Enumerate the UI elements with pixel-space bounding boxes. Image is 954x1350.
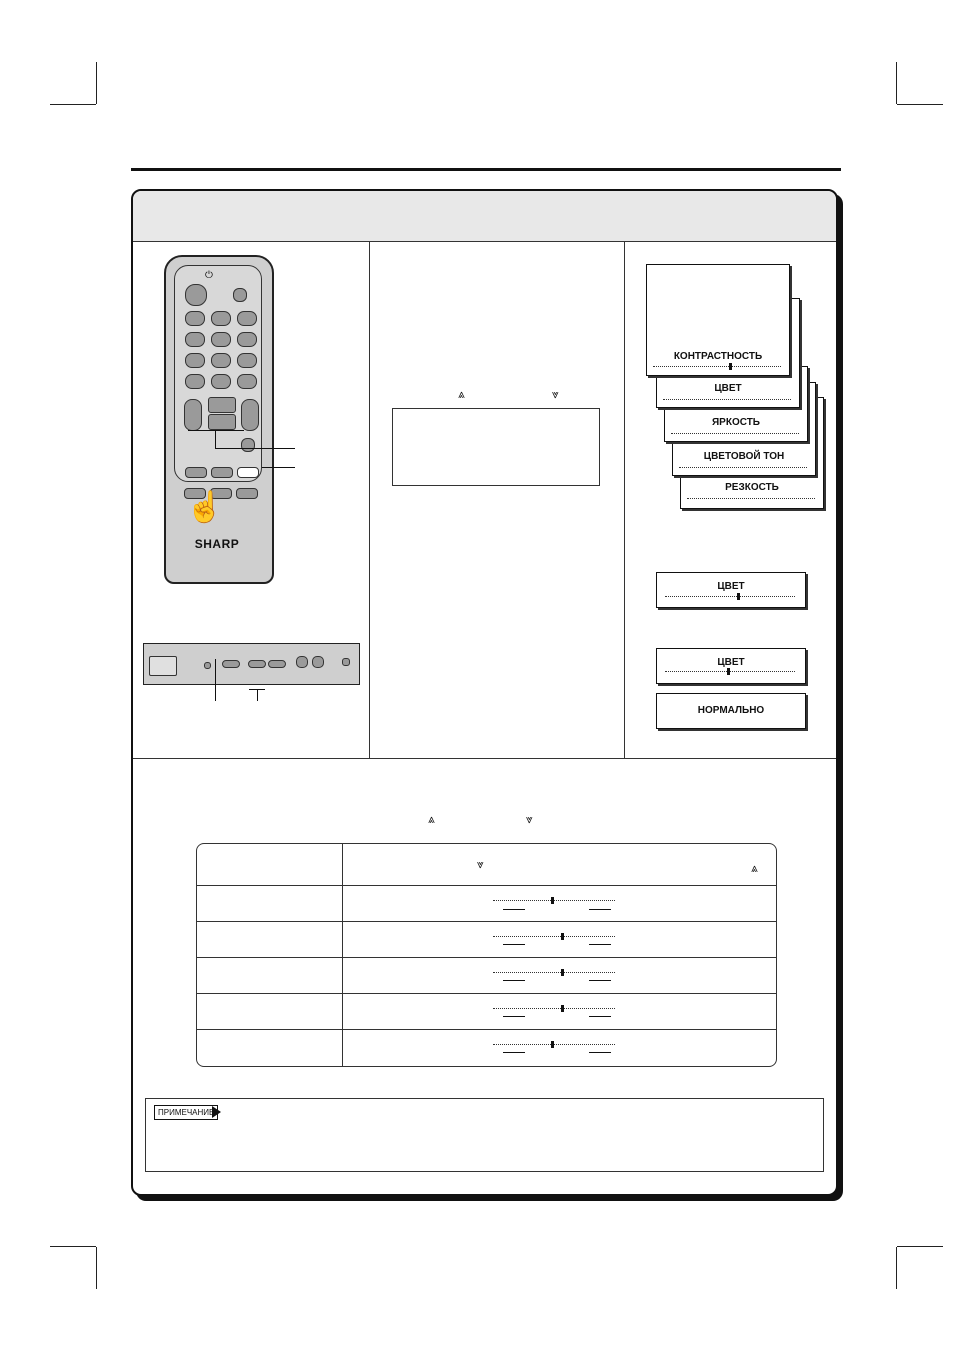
main-power-button[interactable] — [149, 656, 177, 676]
indicator-led — [204, 662, 211, 669]
right-arrow — [589, 944, 611, 945]
osd-normal-label: НОРМАЛЬНО — [697, 705, 765, 716]
column-divider — [369, 241, 370, 758]
crop-mark — [96, 62, 97, 104]
pressing-hand-icon: ☝ — [186, 491, 224, 524]
table-row-divider — [197, 993, 776, 994]
instruction-box — [392, 408, 600, 486]
osd-scale — [665, 671, 795, 672]
table-row-divider — [197, 885, 776, 886]
scale-indicator — [551, 897, 554, 904]
digit-button[interactable] — [237, 353, 257, 368]
digit-button[interactable] — [185, 311, 205, 326]
row-scale — [493, 936, 615, 937]
row-scale — [493, 972, 615, 973]
remote-brand: SHARP — [194, 537, 240, 551]
osd-scale — [663, 399, 791, 400]
osd-label: ЦВЕТ — [714, 383, 742, 394]
channel-down-button[interactable] — [208, 414, 236, 430]
scale-indicator — [727, 668, 730, 675]
adjustment-table — [196, 843, 777, 1067]
left-arrow — [503, 909, 525, 910]
mute-button[interactable] — [241, 438, 255, 452]
leader-line — [262, 467, 295, 468]
left-arrow — [503, 1052, 525, 1053]
osd-label: РЕЗКОСТЬ — [725, 482, 779, 493]
digit-button[interactable] — [211, 353, 231, 368]
scale-indicator — [561, 969, 564, 976]
digit-select-button[interactable] — [237, 374, 257, 389]
osd-normal-display — [656, 693, 806, 729]
osd-scale — [671, 433, 799, 434]
osd-label: ЦВЕТ — [717, 581, 745, 592]
osd-label: КОНТРАСТНОСТЬ — [673, 351, 763, 362]
volume-down-icon: ⩔ — [526, 812, 533, 826]
scale-indicator — [729, 363, 732, 370]
right-arrow — [589, 980, 611, 981]
digit-button[interactable] — [211, 311, 231, 326]
bracket-line — [188, 430, 244, 431]
right-arrow — [589, 1016, 611, 1017]
flashback-button[interactable] — [185, 374, 205, 389]
leader-line — [215, 448, 295, 449]
digit-button[interactable] — [237, 332, 257, 347]
osd-color-display — [656, 648, 806, 684]
leader-line — [215, 430, 216, 448]
volume-up-icon: ⩓ — [428, 812, 435, 826]
tv-front-panel — [143, 643, 360, 685]
crop-mark — [896, 62, 897, 104]
osd-scale — [679, 467, 807, 468]
function-button[interactable] — [211, 467, 233, 478]
leader-line — [215, 659, 216, 701]
digit-button[interactable] — [237, 311, 257, 326]
volume-up-icon: ⩓ — [458, 387, 465, 401]
header-rule — [131, 168, 841, 171]
power-icon: ⏻ — [205, 270, 213, 281]
picture-button[interactable] — [237, 467, 259, 478]
divider — [133, 758, 836, 759]
column-divider — [624, 241, 625, 758]
digit-button[interactable] — [211, 332, 231, 347]
audio-jack[interactable] — [312, 656, 324, 668]
left-arrow — [503, 944, 525, 945]
headphone-jack[interactable] — [342, 658, 350, 666]
scale-indicator — [561, 1005, 564, 1012]
left-arrow — [503, 1016, 525, 1017]
function-button[interactable] — [185, 467, 207, 478]
osd-screen-contrast — [646, 264, 790, 376]
osd-color-display — [656, 572, 806, 608]
digit-button[interactable] — [185, 332, 205, 347]
channel-buttons[interactable] — [268, 660, 286, 668]
panel-header — [133, 191, 836, 242]
menu-button[interactable] — [222, 660, 240, 668]
crop-mark — [897, 1246, 943, 1247]
row-scale — [493, 900, 615, 901]
osd-label: ЦВЕТОВОЙ ТОН — [703, 451, 785, 462]
note-arrow-icon — [212, 1106, 221, 1118]
table-row-divider — [197, 957, 776, 958]
video-jack[interactable] — [296, 656, 308, 668]
table-divider — [342, 844, 343, 1066]
volume-down-icon: ⩔ — [552, 387, 559, 401]
osd-label: ЦВЕТ — [717, 657, 745, 668]
note-box — [145, 1098, 824, 1172]
osd-scale — [665, 596, 795, 597]
crop-mark — [896, 1247, 897, 1289]
remote-keypad — [174, 265, 262, 482]
osd-scale — [687, 498, 815, 499]
function-button[interactable] — [236, 488, 258, 499]
digit-button[interactable] — [185, 353, 205, 368]
crop-mark — [50, 104, 96, 105]
crop-mark — [50, 1246, 96, 1247]
volume-down-icon: ⩔ — [477, 857, 484, 871]
divider — [133, 241, 836, 242]
note-tag: ПРИМЕЧАНИЕ — [154, 1105, 218, 1120]
table-row-divider — [197, 921, 776, 922]
left-arrow — [503, 980, 525, 981]
volume-up-button[interactable] — [241, 399, 259, 431]
remote-control — [164, 255, 274, 584]
crop-mark — [897, 104, 943, 105]
volume-buttons[interactable] — [248, 660, 266, 668]
display-button[interactable] — [185, 284, 207, 306]
osd-label: ЯРКОСТЬ — [711, 417, 760, 428]
digit-button[interactable] — [211, 374, 231, 389]
bracket-line — [249, 689, 265, 690]
table-row-divider — [197, 1029, 776, 1030]
scale-indicator — [551, 1041, 554, 1048]
volume-up-icon: ⩓ — [751, 861, 758, 875]
round-button[interactable] — [233, 288, 247, 302]
volume-down-button[interactable] — [184, 399, 202, 431]
crop-mark — [96, 1247, 97, 1289]
row-scale — [493, 1008, 615, 1009]
right-arrow — [589, 909, 611, 910]
right-arrow — [589, 1052, 611, 1053]
osd-scale — [653, 366, 781, 367]
scale-indicator — [561, 933, 564, 940]
row-scale — [493, 1044, 615, 1045]
channel-up-button[interactable] — [208, 397, 236, 413]
scale-indicator — [737, 593, 740, 600]
leader-line — [257, 689, 258, 701]
